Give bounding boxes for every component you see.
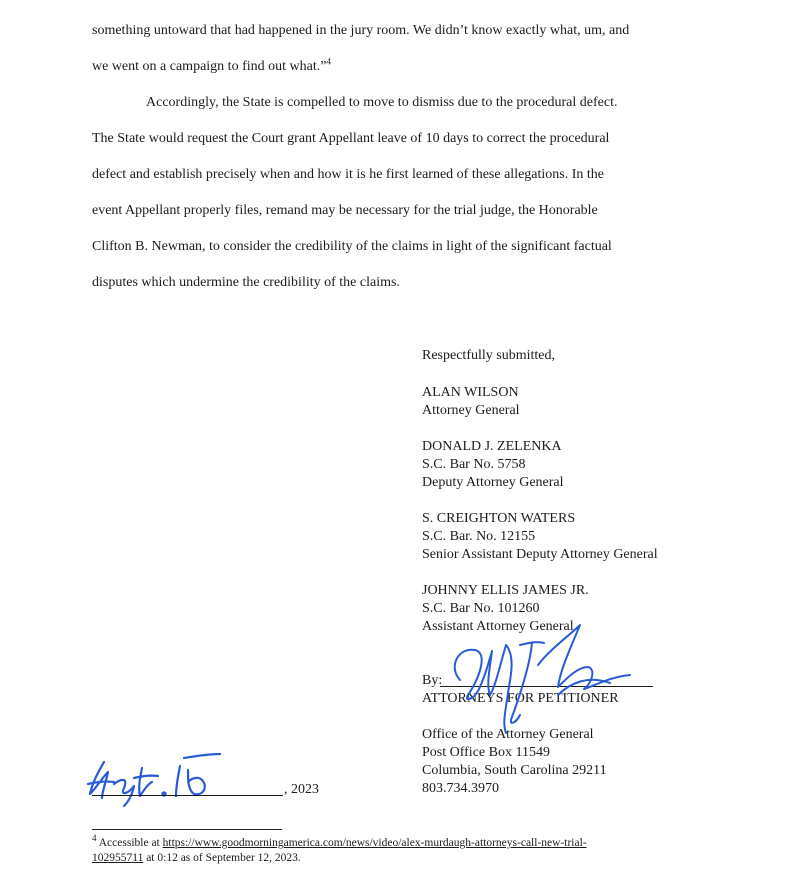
- attorney-title-wilson: Attorney General: [422, 403, 520, 418]
- closing: Respectfully submitted,: [422, 348, 555, 363]
- footnote-reference[interactable]: 4: [326, 56, 331, 67]
- attorney-title-waters: Senior Assistant Deputy Attorney General: [422, 547, 658, 562]
- footnote-prefix: Accessible at: [98, 837, 163, 849]
- body-line-6: [92, 202, 598, 220]
- handwritten-date: [84, 748, 224, 808]
- body-line-3-text: Accordingly, the State is compelled to move to dismiss due to the procedural defect.: [146, 95, 618, 110]
- attorney-title-james: Assistant Attorney General: [422, 619, 574, 634]
- footnote-number: 4: [92, 833, 97, 844]
- footnote-link-part2[interactable]: 102955711: [92, 852, 144, 864]
- office-phone: 803.734.3970: [422, 781, 499, 796]
- attorney-name-james: JOHNNY ELLIS JAMES JR.: [422, 583, 589, 598]
- office-line-3: Columbia, South Carolina 29211: [422, 763, 607, 778]
- body-line-1-text: something untoward that had happened in the jury room. We didn’t know exactly what, um, and: [92, 23, 630, 38]
- footnote-suffix: at 0:12 as of September 12, 2023.: [143, 852, 301, 864]
- date-year: , 2023: [284, 782, 319, 797]
- body-line-4: [92, 130, 609, 148]
- body-line-8: [92, 274, 400, 292]
- body-line-4-text: The State would request the Court grant Appellant leave of 10 days to correct the procedural: [92, 131, 610, 146]
- body-line-5-text: defect and establish precisely when and how it is he first learned of these allegations. In the: [92, 167, 604, 182]
- body-line-6-text: event Appellant properly files, remand may be necessary for the trial judge, the Honorable: [92, 203, 598, 218]
- body-line-2: [92, 58, 331, 76]
- body-line-3: [146, 94, 617, 112]
- attorney-name-zelenka: DONALD J. ZELENKA: [422, 439, 562, 454]
- body-line-7: [92, 238, 612, 256]
- footnote-separator: [92, 829, 282, 830]
- handwritten-signature: [420, 605, 660, 745]
- footnote-line-2: [92, 851, 301, 866]
- date-rule: [92, 795, 283, 796]
- body-line-1: [92, 22, 629, 40]
- body-line-8-text: disputes which undermine the credibility of the claims.: [92, 275, 400, 290]
- body-line-7-text: Clifton B. Newman, to consider the credibility of the claims in light of the significant factual: [92, 239, 612, 254]
- footnote-link-part1[interactable]: https://www.goodmorningamerica.com/news/video/alex-murdaugh-attorneys-call-new-trial-: [162, 837, 587, 849]
- attorney-bar-james: S.C. Bar No. 101260: [422, 601, 540, 616]
- office-line-2: Post Office Box 11549: [422, 745, 550, 760]
- by-label: By:: [422, 673, 443, 688]
- attorney-title-zelenka: Deputy Attorney General: [422, 475, 564, 490]
- office-line-1: Office of the Attorney General: [422, 727, 594, 742]
- footnote-line-1: [92, 833, 587, 851]
- body-line-5: [92, 166, 604, 184]
- attorney-name-wilson: ALAN WILSON: [422, 385, 519, 400]
- attorneys-for-label: ATTORNEYS FOR PETITIONER: [422, 691, 619, 706]
- body-line-2-text: we went on a campaign to find out what.”: [92, 59, 327, 74]
- attorney-name-waters: S. CREIGHTON WATERS: [422, 511, 576, 526]
- attorney-bar-zelenka: S.C. Bar No. 5758: [422, 457, 526, 472]
- attorney-bar-waters: S.C. Bar. No. 12155: [422, 529, 536, 544]
